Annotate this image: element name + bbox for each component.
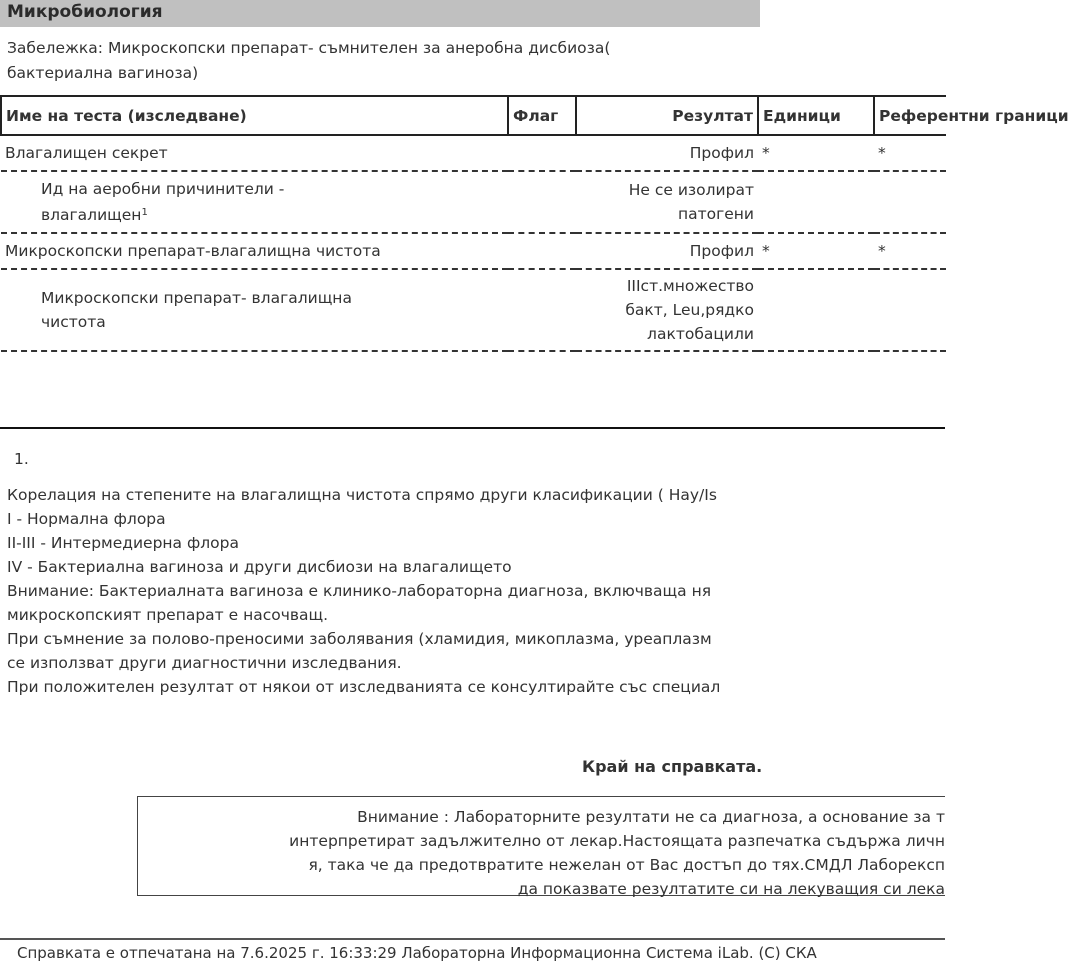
footnote-line: IV - Бактериална вагиноза и други дисбиози на влагалището bbox=[7, 558, 512, 576]
footer-divider bbox=[0, 938, 945, 940]
test-result: Профил bbox=[576, 135, 758, 171]
test-name: Микроскопски препарат-влагалищна чистота bbox=[1, 233, 508, 269]
footnote-line: Корелация на степените на влагалищна чистота спрямо други класификации ( Hay/Is bbox=[7, 486, 717, 504]
test-name bbox=[1, 269, 508, 351]
test-units bbox=[758, 171, 874, 233]
test-reference bbox=[874, 171, 946, 233]
test-units bbox=[758, 269, 874, 351]
test-reference: * bbox=[874, 135, 946, 171]
results-table bbox=[0, 95, 1069, 352]
test-result-line: бакт, Leu,рядко bbox=[625, 301, 754, 319]
test-result-line: лактобацили bbox=[647, 325, 754, 343]
table-row bbox=[1, 135, 946, 171]
test-units: * bbox=[758, 135, 874, 171]
test-result bbox=[576, 171, 758, 233]
print-footer: Справката е отпечатана на 7.6.2025 г. 16:33:29 Лабораторна Информационна Система iLab. (C) СКА bbox=[17, 944, 817, 962]
column-header-reference: Референтни граници bbox=[874, 96, 946, 135]
note-line: Забележка: Микроскопски препарат- съмнителен за анеробна дисбиоза( bbox=[7, 39, 611, 57]
test-result-line: IIIст.множество bbox=[626, 277, 754, 295]
footnote-line: При положителен резултат от някои от изследванията се консултирайте със специал bbox=[7, 678, 721, 696]
column-header-result: Резултат bbox=[576, 96, 758, 135]
test-reference bbox=[874, 269, 946, 351]
disclaimer-box bbox=[137, 796, 945, 896]
test-name-line: Ид на аеробни причинители - bbox=[41, 180, 285, 198]
footnote-line: При съмнение за полово-преносими заболявания (хламидия, микоплазма, уреаплазм bbox=[7, 630, 712, 648]
footnote-line: II-III - Интермедиерна флора bbox=[7, 534, 239, 552]
disclaimer-line: интерпретират задължително от лекар.Настоящата разпечатка съдържа личн bbox=[289, 832, 945, 850]
column-header-units: Единици bbox=[758, 96, 874, 135]
section-note bbox=[7, 36, 727, 86]
table-row bbox=[1, 171, 946, 233]
test-name-text: влагалищен bbox=[41, 206, 142, 224]
footnote-line: микроскопският препарат е насочващ. bbox=[7, 606, 329, 624]
test-flag bbox=[508, 135, 576, 171]
footnote-reference[interactable]: 1 bbox=[141, 207, 148, 218]
section-divider bbox=[0, 427, 945, 429]
footnote-number: 1. bbox=[14, 450, 29, 468]
section-title: Микробиология bbox=[0, 0, 760, 27]
test-flag bbox=[508, 233, 576, 269]
table-header-row bbox=[1, 96, 946, 135]
test-reference: * bbox=[874, 233, 946, 269]
column-header-name: Име на теста (изследване) bbox=[1, 96, 508, 135]
disclaimer-line: Внимание : Лабораторните резултати не са диагноза, а основание за т bbox=[357, 808, 945, 826]
test-name-line bbox=[41, 201, 504, 227]
test-name bbox=[1, 171, 508, 233]
column-header-flag: Флаг bbox=[508, 96, 576, 135]
footnote bbox=[7, 447, 945, 699]
end-of-report-title: Край на справката. bbox=[582, 757, 763, 776]
test-name: Влагалищен секрет bbox=[1, 135, 508, 171]
test-units: * bbox=[758, 233, 874, 269]
test-result-line: патогени bbox=[677, 205, 754, 223]
test-result bbox=[576, 269, 758, 351]
disclaimer-line: да показвате резултатите си на лекуващия си лека bbox=[517, 880, 945, 898]
footnote-line: Внимание: Бактериалната вагиноза е клинико-лабораторна диагноза, включваща ня bbox=[7, 582, 712, 600]
test-name-line: Микроскопски препарат- влагалищна bbox=[41, 289, 352, 307]
test-result: Профил bbox=[576, 233, 758, 269]
note-line: бактериална вагиноза) bbox=[7, 64, 199, 82]
table-row bbox=[1, 269, 946, 351]
test-flag bbox=[508, 269, 576, 351]
test-result-line: Не се изолират bbox=[628, 181, 754, 199]
footnote-line: I - Нормална флора bbox=[7, 510, 166, 528]
table-row bbox=[1, 233, 946, 269]
footnote-line: се използват други диагностични изследвания. bbox=[7, 654, 402, 672]
test-name-line: чистота bbox=[41, 313, 106, 331]
disclaimer-line: я, така че да предотвратите нежелан от Вас достъп до тях.СМДЛ Лаборексп bbox=[308, 856, 945, 874]
test-flag bbox=[508, 171, 576, 233]
